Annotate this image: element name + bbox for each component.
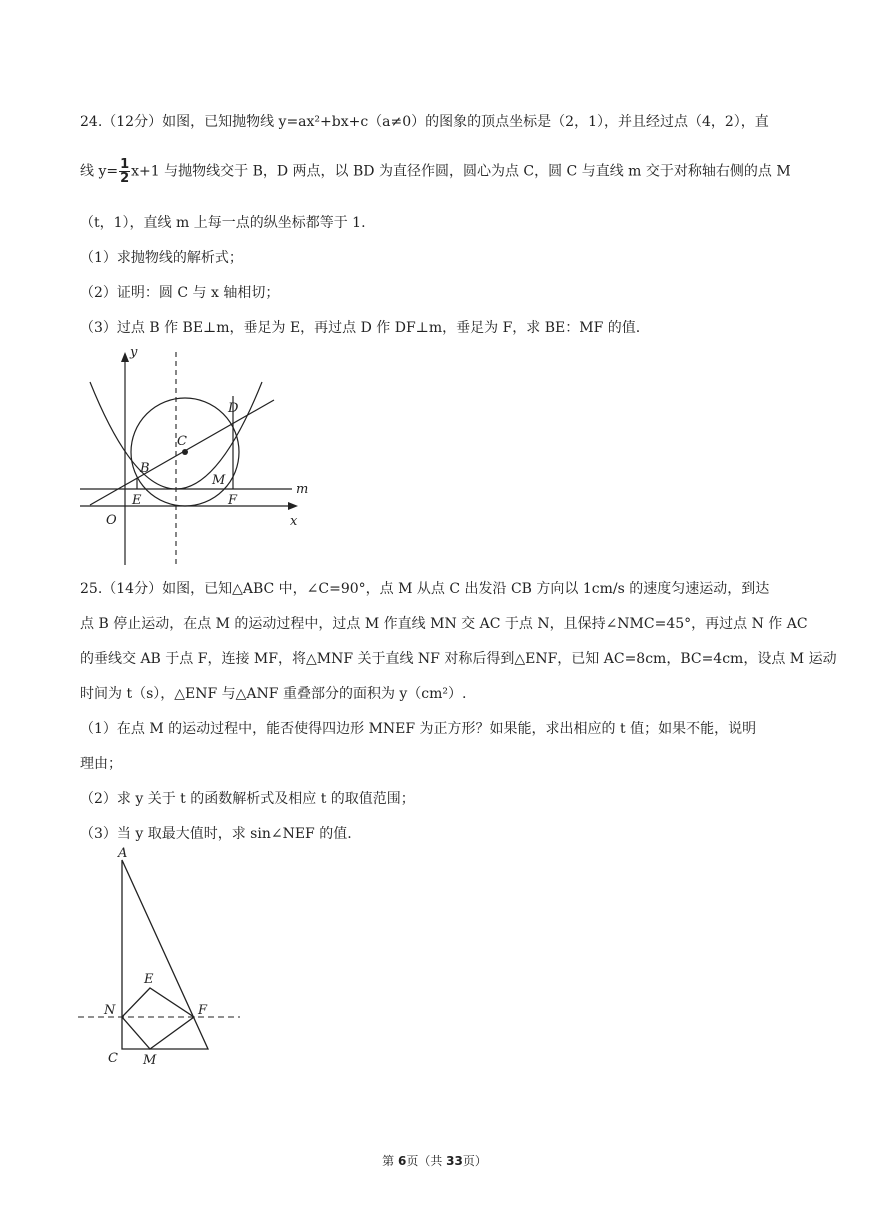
footer-post: 页）: [462, 1154, 487, 1168]
frac-denominator: 2: [120, 171, 130, 186]
q24-line2: [80, 158, 800, 185]
q24-line1: 24.（12分）如图，已知抛物线 y=ax²+bx+c（a≠0）的图象的顶点坐标是（2，1），并且经过点（4，2），直: [80, 114, 769, 130]
figure-parabola-circle: [70, 340, 320, 575]
q24-part1: （1）求抛物线的解析式；: [80, 250, 243, 266]
footer-page-number: 6: [397, 1154, 407, 1168]
label-n: N: [104, 1003, 116, 1018]
triangle-abc: [122, 860, 208, 1049]
q25-line2: 点 B 停止运动，在点 M 的运动过程中，过点 M 作直线 MN 交 AC 于点 N，且保持∠NMC=45°，再过点 N 作 AC: [80, 616, 808, 632]
q25-part3: （3）当 y 取最大值时，求 sin∠NEF 的值.: [80, 826, 352, 842]
quadrilateral-nefm: [122, 988, 194, 1049]
footer-pre: 第: [382, 1154, 398, 1168]
label-m: M: [143, 1053, 157, 1068]
y-axis-arrow: [121, 352, 129, 362]
footer-mid: 页（共: [406, 1154, 447, 1168]
q25-part1a: （1）在点 M 的运动过程中，能否使得四边形 MNEF 为正方形？如果能，求出相应的 t 值；如果不能，说明: [80, 721, 757, 737]
x-axis-arrow: [288, 502, 298, 510]
label-a: A: [118, 846, 128, 861]
q25-line4: 时间为 t（s），△ENF 与△ANF 重叠部分的面积为 y（cm²）.: [80, 686, 467, 702]
label-c: C: [177, 434, 187, 449]
q24-line3: （t，1），直线 m 上每一点的纵坐标都等于 1.: [80, 215, 366, 231]
label-e: E: [132, 493, 142, 508]
q24-part2: （2）证明：圆 C 与 x 轴相切；: [80, 285, 280, 301]
center-point-c: [182, 449, 188, 455]
label-b: B: [140, 461, 150, 476]
label-o: O: [106, 513, 117, 528]
page-footer: [0, 1152, 869, 1169]
label-c: C: [108, 1051, 118, 1066]
q24-part3: （3）过点 B 作 BE⊥m，垂足为 E，再过点 D 作 DF⊥m，垂足为 F，求 BE：MF 的值.: [80, 320, 641, 336]
q25-part1b: 理由；: [80, 756, 122, 772]
label-m-point: M: [212, 473, 226, 488]
fraction-one-half: [119, 158, 130, 185]
q25-line1: 25.（14分）如图，已知△ABC 中，∠C=90°，点 M 从点 C 出发沿 CB 方向以 1cm/s 的速度匀速运动，到达: [80, 581, 770, 597]
label-f: F: [228, 493, 238, 508]
label-x: x: [290, 514, 298, 529]
frac-numerator: 1: [120, 157, 130, 172]
q25-part2: （2）求 y 关于 t 的函数解析式及相应 t 的取值范围；: [80, 791, 415, 807]
label-e: E: [144, 972, 154, 987]
figure-triangle: [70, 842, 250, 1072]
label-m-line: m: [296, 482, 309, 497]
q25-line3: 的垂线交 AB 于点 F，连接 MF，将△MNF 关于直线 NF 对称后得到△ENF，已知 AC=8cm，BC=4cm，设点 M 运动: [80, 651, 837, 667]
q24-line2-post: x+1 与抛物线交于 B，D 两点，以 BD 为直径作圆，圆心为点 C，圆 C 与直线 m 交于对称轴右侧的点 M: [131, 163, 791, 180]
label-y: y: [130, 345, 138, 360]
label-f: F: [198, 1003, 208, 1018]
label-d: D: [228, 401, 239, 416]
footer-total-pages: 33: [446, 1154, 463, 1168]
q24-line2-pre: 线 y=: [80, 163, 119, 180]
